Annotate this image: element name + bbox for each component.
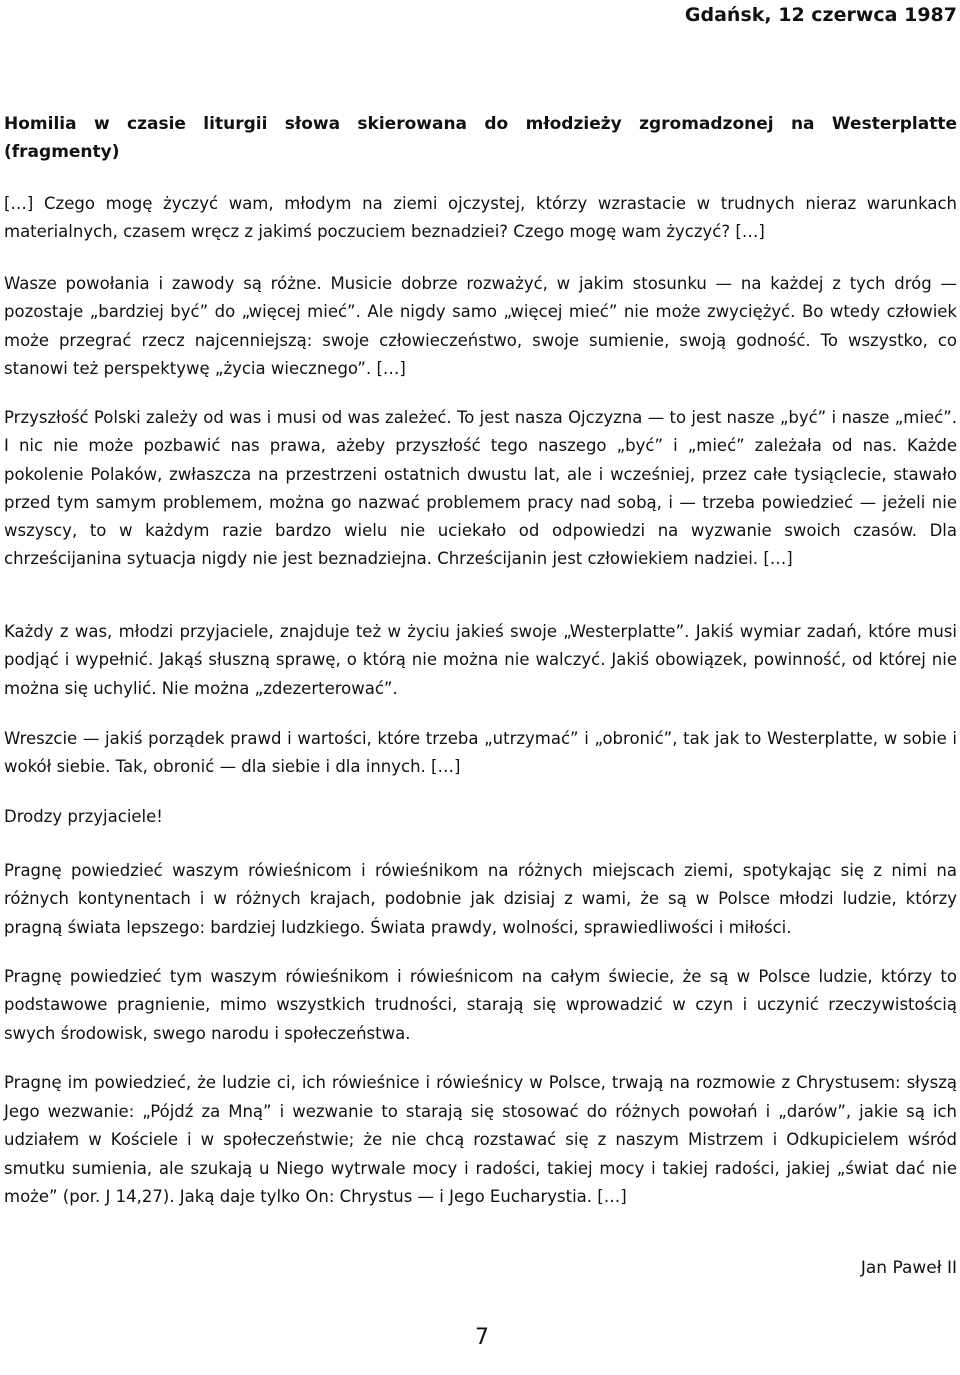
paragraph-fundamental-desire: Pragnę powiedzieć tym waszym rówieśnikom i rówieśnicom na całym świecie, że są w Polsce ludzie, którzy to podstawowe pragnienie, mimo wszystkich trudności, starają się wprowadzić w czyn i uczynić rzeczywistością swych środowisk, swego narodu i społeczeństwa. xyxy=(4,967,957,1043)
date-line: Gdańsk, 12 czerwca 1987 xyxy=(684,4,957,26)
document-page xyxy=(4,0,957,1375)
paragraph-greeting: Drodzy przyjaciele! xyxy=(4,807,163,826)
paragraph-future-of-poland: Przyszłość Polski zależy od was i musi od was zależeć. To jest nasza Ojczyzna — to jest nasze „być” i nasze „mieć”. I nic nie może pozbawić nas prawa, ażeby przyszłość tego naszego „być” i „mieć” zależała od nas. Każde pokolenie Polaków, zwłaszcza na przestrzeni ostatnich dwustu lat, ale i wcześniej, przez całe tysiąclecie, stawało przed tym samym problemem, można go nazwać problemem pracy nad sobą, i — trzeba powiedzieć — jeżeli nie wszyscy, to w każdym razie bardzo wielu nie uciekało od odpowiedzi na wyzwanie swoich czasów. Dla chrześcijanina sytuacja nigdy nie jest beznadziejna. Chrześcijanin jest człowiekiem nadziei. […] xyxy=(4,408,957,569)
paragraph-peers-worldwide: Pragnę powiedzieć waszym rówieśnicom i rówieśnikom na różnych miejscach ziemi, spotykając się z nimi na różnych kontynentach i w różnych krajach, podobnie jak dzisiaj z wami, że są w Polsce młodzi ludzie, którzy pragną świata lepszego: bardziej ludzkiego. Świata prawdy, wolności, sprawiedliwości i miłości. xyxy=(4,861,957,937)
paragraph-order-of-truths: Wreszcie — jakiś porządek prawd i wartości, które trzeba „utrzymać” i „obronić”, tak jak to Westerplatte, w sobie i wokół siebie. Tak, obronić — dla siebie i dla innych. […] xyxy=(4,729,957,777)
paragraph-wishes: […] Czego mogę życzyć wam, młodym na ziemi ojczystej, którzy wzrastacie w trudnych nieraz warunkach materialnych, czasem wręcz z jakimś poczuciem beznadziei? Czego mogę wam życzyć? […] xyxy=(4,194,957,242)
page-number: 7 xyxy=(475,1325,489,1350)
signature: Jan Paweł II xyxy=(860,1258,957,1278)
paragraph-westerplatte: Każdy z was, młodzi przyjaciele, znajduje też w życiu jakieś swoje „Westerplatte”. Jakiś wymiar zadań, które musi podjąć i wypełnić. Jakąś słuszną sprawę, o którą nie można nie walczyć. Jakiś obowiązek, powinność, od której nie można się uchylić. Nie można „zdezerterować”. xyxy=(4,622,957,698)
homily-title: Homilia w czasie liturgii słowa skierowana do młodzieży zgromadzonej na Westerplatte (fragmenty) xyxy=(4,114,957,162)
paragraph-conversation-with-christ: Pragnę im powiedzieć, że ludzie ci, ich rówieśnice i rówieśnicy w Polsce, trwają na rozmowie z Chrystusem: słyszą Jego wezwanie: „Pójdź za Mną” i wezwanie to starają się stosować do różnych powołań i „darów”, jakie są ich udziałem w Kościele i w społeczeństwie; że nie chcą rozstawać się z naszym Mistrzem i Odkupicielem wśród smutku sumienia, ale szukają u Niego wytrwale mocy i radości, takiej mocy i takiej radości, jakiej „świat dać nie może” (por. J 14,27). Jaką daje tylko On: Chrystus — i Jego Eucharystia. […] xyxy=(4,1073,957,1207)
paragraph-vocations: Wasze powołania i zawody są różne. Musicie dobrze rozważyć, w jakim stosunku — na każdej z tych dróg — pozostaje „bardziej być” do „więcej mieć”. Ale nigdy samo „więcej mieć” nie może zwyciężyć. Bo wtedy człowiek może przegrać rzecz najcenniejszą: swoje człowieczeństwo, swoje sumienie, swoją godność. To wszystko, co stanowi też perspektywę „życia wiecznego”. […] xyxy=(4,274,957,378)
